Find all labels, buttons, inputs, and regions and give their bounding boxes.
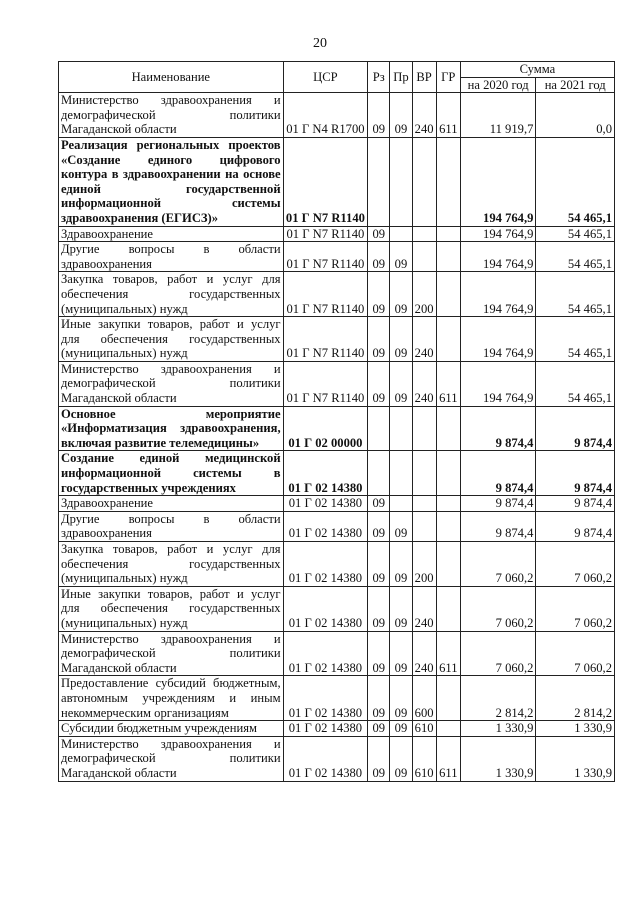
cell-name: Реализация региональных проектов «Создание единого цифрового контура в здравоохранении на основе единой государственной информационной системы здравоохранения (ЕГИСЗ)» xyxy=(59,137,284,226)
cell-name: Предоставление субсидий бюджетным, автономным учреждениям и иным некоммерческим организациям xyxy=(59,676,284,721)
cell-rz: 09 xyxy=(368,631,390,676)
cell-rz: 09 xyxy=(368,361,390,406)
cell-y2021: 1 330,9 xyxy=(536,721,615,737)
cell-name: Другие вопросы в области здравоохранения xyxy=(59,511,284,541)
cell-pr: 09 xyxy=(390,361,412,406)
cell-vr: 240 xyxy=(412,631,436,676)
cell-csr: 01 Г 02 14380 xyxy=(283,721,368,737)
cell-vr xyxy=(412,511,436,541)
cell-name: Министерство здравоохранения и демографической политики Магаданской области xyxy=(59,93,284,138)
cell-y2021: 0,0 xyxy=(536,93,615,138)
cell-pr: 09 xyxy=(390,511,412,541)
cell-y2021: 54 465,1 xyxy=(536,361,615,406)
cell-gr xyxy=(436,676,460,721)
table-row xyxy=(59,317,615,362)
cell-gr xyxy=(436,272,460,317)
cell-vr: 240 xyxy=(412,361,436,406)
cell-name: Здравоохранение xyxy=(59,226,284,242)
cell-pr: 09 xyxy=(390,721,412,737)
cell-y2021: 9 874,4 xyxy=(536,496,615,512)
cell-rz: 09 xyxy=(368,226,390,242)
cell-rz: 09 xyxy=(368,272,390,317)
cell-vr: 240 xyxy=(412,317,436,362)
cell-y2020: 194 764,9 xyxy=(460,361,536,406)
cell-csr: 01 Г 02 14380 xyxy=(283,511,368,541)
cell-y2021: 54 465,1 xyxy=(536,317,615,362)
cell-y2021: 9 874,4 xyxy=(536,406,615,451)
cell-csr: 01 Г 02 14380 xyxy=(283,736,368,781)
cell-gr: 611 xyxy=(436,736,460,781)
table-row xyxy=(59,361,615,406)
cell-name: Закупка товаров, работ и услуг для обеспечения государственных (муниципальных) нужд xyxy=(59,272,284,317)
header-2020: на 2020 год xyxy=(460,77,536,93)
cell-gr xyxy=(436,406,460,451)
cell-pr: 09 xyxy=(390,93,412,138)
cell-y2021: 54 465,1 xyxy=(536,226,615,242)
cell-vr: 240 xyxy=(412,93,436,138)
cell-gr xyxy=(436,242,460,272)
cell-rz: 09 xyxy=(368,93,390,138)
cell-y2021: 7 060,2 xyxy=(536,542,615,587)
cell-csr: 01 Г N7 R1140 xyxy=(283,242,368,272)
cell-name: Министерство здравоохранения и демографической политики Магаданской области xyxy=(59,361,284,406)
cell-csr: 01 Г N4 R1700 xyxy=(283,93,368,138)
header-2021: на 2021 год xyxy=(536,77,615,93)
cell-y2020: 1 330,9 xyxy=(460,721,536,737)
cell-pr xyxy=(390,496,412,512)
cell-y2020: 7 060,2 xyxy=(460,631,536,676)
cell-y2020: 2 814,2 xyxy=(460,676,536,721)
cell-y2020: 7 060,2 xyxy=(460,586,536,631)
table-row xyxy=(59,451,615,496)
cell-gr xyxy=(436,496,460,512)
cell-pr xyxy=(390,451,412,496)
cell-gr xyxy=(436,542,460,587)
cell-gr: 611 xyxy=(436,631,460,676)
cell-y2021: 54 465,1 xyxy=(536,242,615,272)
cell-gr xyxy=(436,226,460,242)
cell-y2020: 7 060,2 xyxy=(460,542,536,587)
cell-y2020: 194 764,9 xyxy=(460,317,536,362)
cell-csr: 01 Г 02 14380 xyxy=(283,542,368,587)
cell-csr: 01 Г 02 14380 xyxy=(283,631,368,676)
cell-csr: 01 Г 02 14380 xyxy=(283,496,368,512)
header-sum: Сумма xyxy=(460,62,614,78)
cell-name: Министерство здравоохранения и демографической политики Магаданской области xyxy=(59,631,284,676)
table-row xyxy=(59,93,615,138)
cell-gr xyxy=(436,451,460,496)
cell-vr xyxy=(412,226,436,242)
table-row xyxy=(59,226,615,242)
cell-csr: 01 Г N7 R1140 xyxy=(283,361,368,406)
cell-rz: 09 xyxy=(368,721,390,737)
cell-rz: 09 xyxy=(368,496,390,512)
cell-csr: 01 Г N7 R1140 xyxy=(283,226,368,242)
cell-csr: 01 Г 02 14380 xyxy=(283,451,368,496)
header-vr: ВР xyxy=(412,62,436,93)
cell-name: Здравоохранение xyxy=(59,496,284,512)
table-row xyxy=(59,137,615,226)
cell-y2021: 7 060,2 xyxy=(536,631,615,676)
cell-gr xyxy=(436,137,460,226)
cell-name: Иные закупки товаров, работ и услуг для обеспечения государственных (муниципальных) нужд xyxy=(59,586,284,631)
table-row xyxy=(59,406,615,451)
table-row xyxy=(59,272,615,317)
cell-y2020: 194 764,9 xyxy=(460,226,536,242)
cell-y2020: 1 330,9 xyxy=(460,736,536,781)
cell-pr: 09 xyxy=(390,631,412,676)
cell-vr: 610 xyxy=(412,736,436,781)
cell-csr: 01 Г N7 R1140 xyxy=(283,137,368,226)
cell-rz: 09 xyxy=(368,317,390,362)
cell-rz: 09 xyxy=(368,676,390,721)
header-pr: Пр xyxy=(390,62,412,93)
cell-name: Основное мероприятие «Информатизация здравоохранения, включая развитие телемедицины» xyxy=(59,406,284,451)
table-row xyxy=(59,511,615,541)
table-row xyxy=(59,496,615,512)
cell-y2021: 54 465,1 xyxy=(536,272,615,317)
cell-csr: 01 Г 02 00000 xyxy=(283,406,368,451)
table-row xyxy=(59,242,615,272)
cell-vr: 200 xyxy=(412,542,436,587)
cell-pr: 09 xyxy=(390,542,412,587)
table-row xyxy=(59,736,615,781)
cell-y2020: 194 764,9 xyxy=(460,242,536,272)
cell-vr: 610 xyxy=(412,721,436,737)
cell-rz: 09 xyxy=(368,511,390,541)
cell-vr xyxy=(412,242,436,272)
cell-y2020: 194 764,9 xyxy=(460,272,536,317)
budget-table xyxy=(58,61,615,782)
table-row xyxy=(59,586,615,631)
cell-vr: 600 xyxy=(412,676,436,721)
cell-pr: 09 xyxy=(390,676,412,721)
cell-rz xyxy=(368,451,390,496)
cell-csr: 01 Г N7 R1140 xyxy=(283,272,368,317)
header-csr: ЦСР xyxy=(283,62,368,93)
cell-y2020: 194 764,9 xyxy=(460,137,536,226)
cell-rz xyxy=(368,137,390,226)
cell-rz: 09 xyxy=(368,586,390,631)
cell-gr xyxy=(436,721,460,737)
table-row xyxy=(59,631,615,676)
cell-y2021: 7 060,2 xyxy=(536,586,615,631)
cell-y2021: 9 874,4 xyxy=(536,451,615,496)
page-number: 20 xyxy=(313,36,327,51)
cell-name: Иные закупки товаров, работ и услуг для обеспечения государственных (муниципальных) нужд xyxy=(59,317,284,362)
cell-pr: 09 xyxy=(390,586,412,631)
cell-y2021: 2 814,2 xyxy=(536,676,615,721)
cell-name: Субсидии бюджетным учреждениям xyxy=(59,721,284,737)
header-name: Наименование xyxy=(59,62,284,93)
cell-y2020: 9 874,4 xyxy=(460,511,536,541)
cell-pr: 09 xyxy=(390,317,412,362)
cell-y2020: 9 874,4 xyxy=(460,451,536,496)
cell-name: Закупка товаров, работ и услуг для обеспечения государственных (муниципальных) нужд xyxy=(59,542,284,587)
cell-vr: 240 xyxy=(412,586,436,631)
cell-gr xyxy=(436,317,460,362)
cell-pr: 09 xyxy=(390,242,412,272)
header-gr: ГР xyxy=(436,62,460,93)
table-row xyxy=(59,721,615,737)
cell-rz: 09 xyxy=(368,736,390,781)
cell-rz xyxy=(368,406,390,451)
cell-csr: 01 Г 02 14380 xyxy=(283,586,368,631)
cell-rz: 09 xyxy=(368,242,390,272)
table-row xyxy=(59,676,615,721)
cell-name: Министерство здравоохранения и демографической политики Магаданской области xyxy=(59,736,284,781)
cell-pr: 09 xyxy=(390,272,412,317)
cell-y2020: 9 874,4 xyxy=(460,496,536,512)
cell-rz: 09 xyxy=(368,542,390,587)
cell-y2021: 9 874,4 xyxy=(536,511,615,541)
cell-pr: 09 xyxy=(390,736,412,781)
cell-name: Создание единой медицинской информационной системы в государственных учреждениях xyxy=(59,451,284,496)
cell-y2020: 9 874,4 xyxy=(460,406,536,451)
cell-gr: 611 xyxy=(436,361,460,406)
cell-y2020: 11 919,7 xyxy=(460,93,536,138)
header-rz: Рз xyxy=(368,62,390,93)
cell-y2021: 1 330,9 xyxy=(536,736,615,781)
cell-csr: 01 Г 02 14380 xyxy=(283,676,368,721)
cell-vr xyxy=(412,406,436,451)
cell-gr xyxy=(436,586,460,631)
cell-vr xyxy=(412,137,436,226)
cell-pr xyxy=(390,226,412,242)
cell-pr xyxy=(390,406,412,451)
table-row xyxy=(59,542,615,587)
cell-name: Другие вопросы в области здравоохранения xyxy=(59,242,284,272)
cell-gr: 611 xyxy=(436,93,460,138)
cell-y2021: 54 465,1 xyxy=(536,137,615,226)
cell-vr xyxy=(412,451,436,496)
cell-pr xyxy=(390,137,412,226)
cell-vr: 200 xyxy=(412,272,436,317)
cell-gr xyxy=(436,511,460,541)
cell-csr: 01 Г N7 R1140 xyxy=(283,317,368,362)
cell-vr xyxy=(412,496,436,512)
